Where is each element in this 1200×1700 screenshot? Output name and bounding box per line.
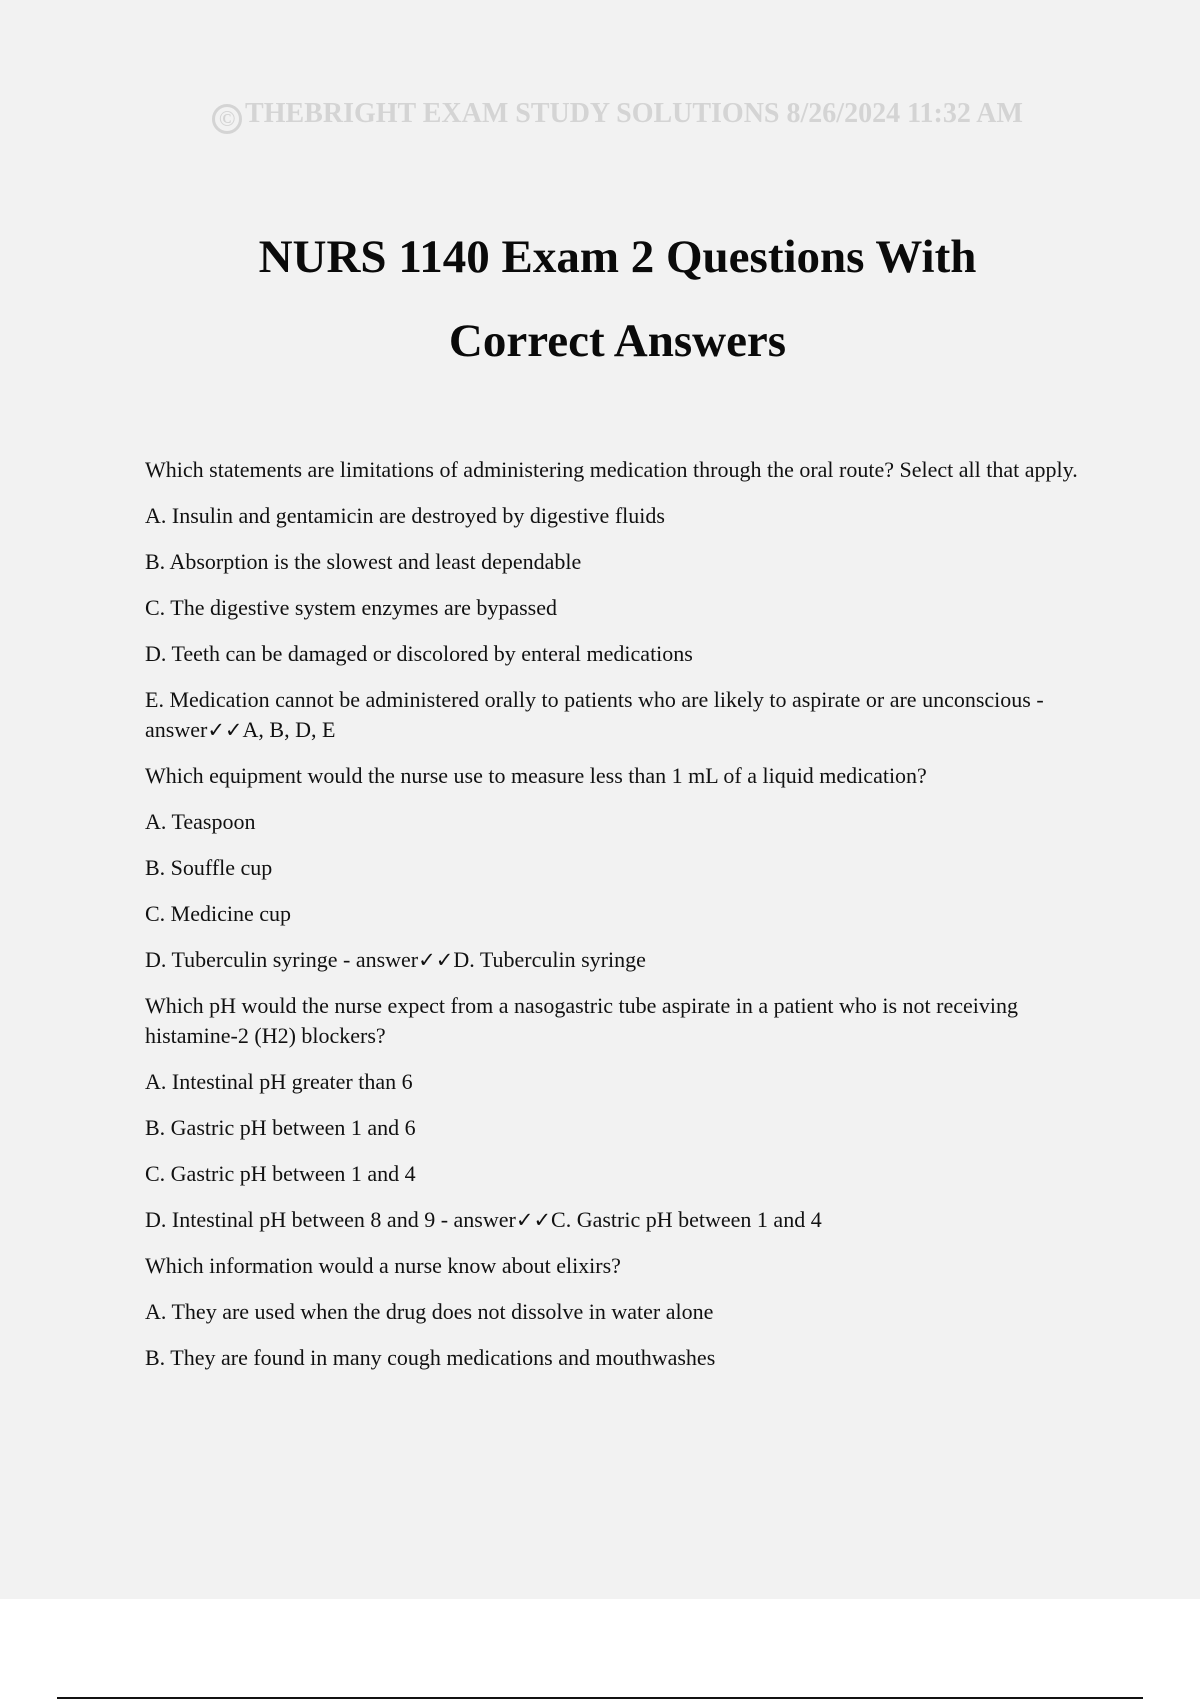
option-item: B. Gastric pH between 1 and 6 [145, 1115, 416, 1140]
option-item: B. Absorption is the slowest and least dependable [145, 549, 582, 574]
option-item: D. Teeth can be damaged or discolored by enteral medications [145, 641, 693, 666]
footer-divider [57, 1697, 1143, 1699]
option-with-answer [145, 945, 1085, 975]
answer-label: answer [355, 947, 419, 972]
question-text: Which pH would the nurse expect from a nasogastric tube aspirate in a patient who is not receiving histamine-2 (H2) blockers? [145, 993, 1019, 1048]
double-check-icon: ✓✓ [418, 948, 454, 972]
double-check-icon: ✓✓ [207, 718, 243, 742]
page-title [0, 215, 1200, 383]
option-item: A. Intestinal pH greater than 6 [145, 1069, 413, 1094]
watermark [0, 98, 1200, 134]
option-item: A. Insulin and gentamicin are destroyed by digestive fluids [145, 503, 665, 528]
answer-label: answer [145, 717, 208, 742]
option-text: D. Intestinal pH between 8 and 9 - [145, 1207, 454, 1232]
answer-value: A, B, D, E [242, 717, 336, 742]
double-check-icon: ✓✓ [515, 1208, 552, 1232]
question-list [145, 455, 1085, 1389]
question-text: Which equipment would the nurse use to measure less than 1 mL of a liquid medication? [145, 763, 927, 788]
copyright-icon: © [212, 104, 242, 134]
option-text: D. Tuberculin syringe - [145, 947, 356, 972]
question-text: Which information would a nurse know about elixirs? [145, 1253, 621, 1278]
option-item: B. They are found in many cough medications and mouthwashes [145, 1345, 716, 1370]
option-item: C. Gastric pH between 1 and 4 [145, 1161, 416, 1186]
option-item: A. They are used when the drug does not dissolve in water alone [145, 1299, 714, 1324]
watermark-text: THEBRIGHT EXAM STUDY SOLUTIONS 8/26/2024 11:32 AM [245, 98, 1023, 129]
option-item: C. The digestive system enzymes are bypassed [145, 595, 557, 620]
option-item: B. Souffle cup [145, 855, 273, 880]
title-line-2: Correct Answers [448, 315, 787, 367]
option-item: C. Medicine cup [145, 901, 292, 926]
answer-value: C. Gastric pH between 1 and 4 [551, 1207, 822, 1232]
option-text: E. Medication cannot be administered orally to patients who are likely to aspirate or are unconscious - [145, 687, 1044, 712]
option-with-answer [145, 685, 1085, 745]
option-item: A. Teaspoon [145, 809, 256, 834]
title-line-1: NURS 1140 Exam 2 Questions With [258, 231, 977, 283]
answer-label: answer [453, 1207, 516, 1232]
question-text: Which statements are limitations of administering medication through the oral route? Select all that apply. [145, 457, 1078, 482]
answer-value: D. Tuberculin syringe [453, 947, 646, 972]
option-with-answer [145, 1205, 1085, 1235]
